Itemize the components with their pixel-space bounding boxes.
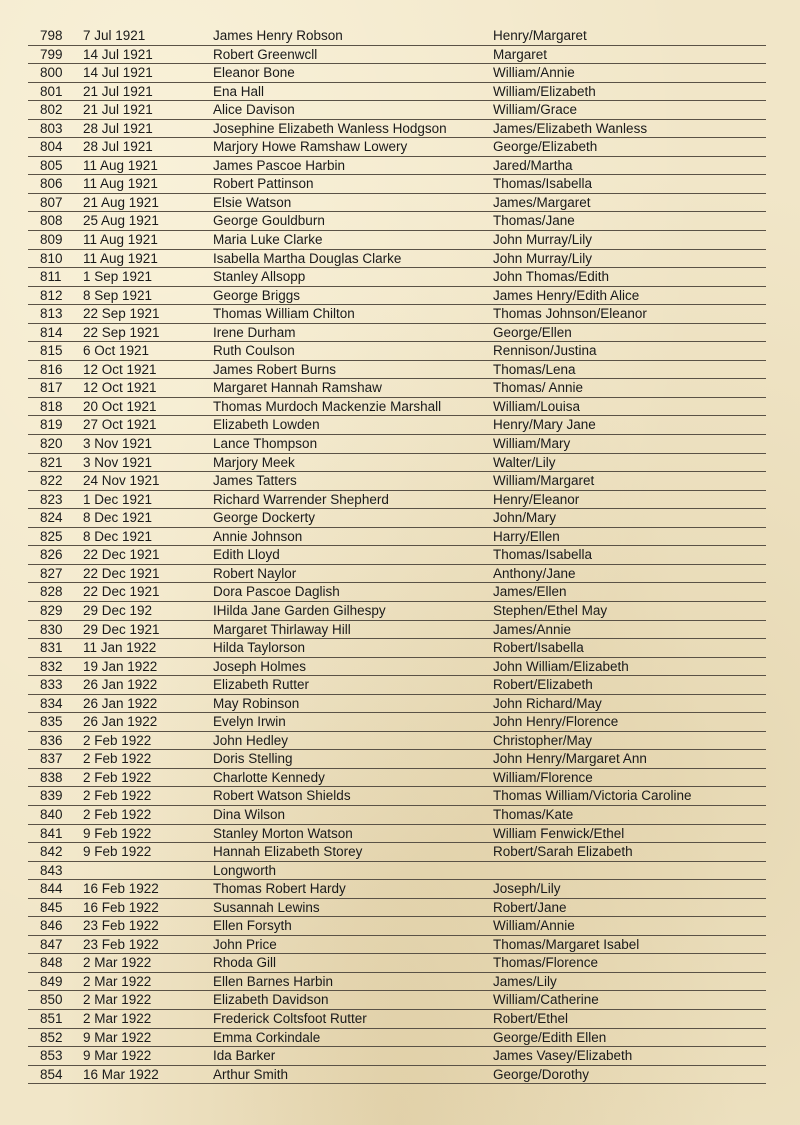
table-row [28,713,766,732]
table-row [28,583,766,602]
entry-date: 8 Dec 1921 [83,528,153,544]
entry-name: James Pascoe Harbin [213,157,346,173]
entry-name: Susannah Lewins [213,899,320,915]
entry-number: 854 [40,1066,63,1082]
entry-date: 22 Sep 1921 [83,306,160,322]
entry-number: 842 [40,844,63,860]
entry-name: Ellen Barnes Harbin [213,973,334,989]
entry-number: 823 [40,491,63,507]
entry-date: 9 Mar 1922 [83,1029,152,1045]
table-row [28,806,766,825]
table-row [28,1010,766,1029]
entry-number: 838 [40,769,63,785]
entry-parents: Robert/Ethel [493,1010,569,1026]
entry-number: 811 [40,269,62,285]
entry-name: Margaret Hannah Ramshaw [213,380,382,396]
entry-parents: James/Margaret [493,194,591,210]
table-row [28,46,766,65]
table-row [28,787,766,806]
table-row [28,268,766,287]
table-row [28,565,766,584]
entry-name: Robert Pattinson [213,176,314,192]
entry-name: Annie Johnson [213,528,303,544]
entry-parents: John William/Elizabeth [493,658,629,674]
entry-number: 807 [40,194,63,210]
table-row [28,175,766,194]
entry-number: 824 [40,510,63,526]
entry-date: 3 Nov 1921 [83,454,153,470]
table-row [28,936,766,955]
entry-parents: John/Mary [493,510,557,526]
entry-date: 12 Oct 1921 [83,361,157,377]
entry-parents: Harry/Ellen [493,528,560,544]
entry-name: Charlotte Kennedy [213,769,325,785]
entry-date: 24 Nov 1921 [83,473,160,489]
entry-name: Longworth [213,862,277,878]
entry-number: 844 [40,881,63,897]
entry-name: Hannah Elizabeth Storey [213,844,363,860]
table-row [28,862,766,881]
entry-number: 818 [40,398,63,414]
table-row [28,1047,766,1066]
entry-name: Frederick Coltsfoot Rutter [213,1010,367,1026]
entry-parents: James Henry/Edith Alice [493,287,640,303]
entry-name: IHilda Jane Garden Gilhespy [213,602,386,618]
entry-number: 820 [40,436,63,452]
entry-parents: John Richard/May [493,695,602,711]
table-row [28,973,766,992]
entry-number: 819 [40,417,63,433]
entry-name: Margaret Thirlaway Hill [213,621,351,637]
entry-name: Thomas Murdoch Mackenzie Marshall [213,398,442,414]
entry-date: 26 Jan 1922 [83,714,158,730]
entry-parents: William/Grace [493,102,578,118]
entry-number: 827 [40,565,63,581]
entry-name: Dina Wilson [213,806,286,822]
entry-name: Robert Greenwcll [213,46,318,62]
table-row [28,64,766,83]
entry-parents: Jared/Martha [493,157,573,173]
entry-name: Alice Davison [213,102,295,118]
entry-date: 14 Jul 1921 [83,65,153,81]
table-row [28,287,766,306]
table-row [28,825,766,844]
entry-name: James Henry Robson [213,28,343,43]
entry-number: 853 [40,1048,63,1064]
entry-date: 11 Aug 1921 [83,176,158,192]
entry-name: Ruth Coulson [213,343,295,359]
entry-number: 829 [40,602,63,618]
entry-date: 22 Dec 1921 [83,584,160,600]
entry-parents: William/Margaret [493,473,595,489]
entry-name: Robert Naylor [213,565,297,581]
entry-number: 806 [40,176,63,192]
entry-parents: Joseph/Lily [493,881,561,897]
entry-parents: William/Louisa [493,398,581,414]
entry-parents: William/Elizabeth [493,83,596,99]
table-row [28,1066,766,1085]
entry-number: 800 [40,65,63,81]
table-row [28,991,766,1010]
entry-parents: John Thomas/Edith [493,269,610,285]
table-row [28,231,766,250]
entry-number: 833 [40,677,63,693]
entry-date: 2 Mar 1922 [83,992,152,1008]
entry-date: 2 Mar 1922 [83,973,152,989]
entry-date: 16 Feb 1922 [83,899,159,915]
entry-parents: Margaret [493,46,548,62]
entry-parents: George/Edith Ellen [493,1029,607,1045]
entry-parents: George/Ellen [493,324,572,340]
table-row [28,194,766,213]
entry-number: 812 [40,287,63,303]
entry-parents: William Fenwick/Ethel [493,825,625,841]
entry-number: 846 [40,918,63,934]
entry-date: 27 Oct 1921 [83,417,157,433]
entry-date: 14 Jul 1921 [83,46,153,62]
entry-number: 798 [40,28,63,43]
entry-parents: Rennison/Justina [493,343,597,359]
entry-parents: James/Annie [493,621,572,637]
entry-number: 840 [40,806,63,822]
entry-date: 9 Mar 1922 [83,1048,152,1064]
table-row [28,324,766,343]
entry-name: Ellen Forsyth [213,918,292,934]
entry-number: 815 [40,343,63,359]
entry-parents: Thomas/Jane [493,213,575,229]
table-row [28,750,766,769]
entry-name: Emma Corkindale [213,1029,321,1045]
entry-number: 826 [40,547,63,563]
entry-parents: Thomas/Margaret Isabel [493,936,640,952]
entry-number: 828 [40,584,63,600]
entry-parents: William/Annie [493,65,575,81]
entry-name: Stanley Morton Watson [213,825,353,841]
entry-date: 12 Oct 1921 [83,380,157,396]
entry-name: Rhoda Gill [213,955,277,971]
entry-date: 22 Dec 1921 [83,547,160,563]
entry-date: 22 Sep 1921 [83,324,160,340]
table-row [28,212,766,231]
entry-parents: James/Ellen [493,584,567,600]
entry-number: 835 [40,714,63,730]
entry-number: 825 [40,528,63,544]
entry-number: 839 [40,788,63,804]
table-row [28,546,766,565]
entry-number: 802 [40,102,63,118]
table-row [28,676,766,695]
entry-date: 11 Jan 1922 [83,640,157,656]
entry-parents: Thomas/Isabella [493,547,593,563]
table-row [28,435,766,454]
entry-name: Robert Watson Shields [213,788,351,804]
entry-date: 11 Aug 1921 [83,157,158,173]
table-row [28,880,766,899]
entry-parents: James Vasey/Elizabeth [493,1048,633,1064]
entry-number: 804 [40,139,63,155]
table-row [28,602,766,621]
table-row [28,361,766,380]
entry-date: 2 Feb 1922 [83,732,152,748]
entry-date: 2 Mar 1922 [83,955,152,971]
entry-date: 23 Feb 1922 [83,918,159,934]
entry-name: James Tatters [213,473,297,489]
entry-name: Elizabeth Lowden [213,417,320,433]
entry-name: Maria Luke Clarke [213,232,323,248]
entry-parents: George/Elizabeth [493,139,598,155]
table-row [28,83,766,102]
entry-name: Irene Durham [213,324,296,340]
entry-name: George Dockerty [213,510,316,526]
entry-parents: James/Lily [493,973,557,989]
table-row [28,528,766,547]
entry-name: Elsie Watson [213,194,292,210]
table-row [28,305,766,324]
entry-date: 16 Feb 1922 [83,881,159,897]
entry-date: 28 Jul 1921 [83,120,153,136]
entry-parents: William/Annie [493,918,575,934]
table-row [28,769,766,788]
entry-number: 813 [40,306,63,322]
table-row [28,27,766,46]
table-row [28,138,766,157]
table-row [28,843,766,862]
entry-parents: Christopher/May [493,732,593,748]
entry-date: 29 Dec 1921 [83,621,160,637]
entry-date: 29 Dec 192 [83,602,153,618]
entry-number: 832 [40,658,63,674]
table-row [28,509,766,528]
entry-number: 805 [40,157,63,173]
entry-number: 814 [40,324,63,340]
entry-number: 808 [40,213,63,229]
entry-name: Edith Lloyd [213,547,280,563]
entry-date: 26 Jan 1922 [83,677,158,693]
table-row [28,732,766,751]
entry-number: 848 [40,955,63,971]
entry-date: 19 Jan 1922 [83,658,158,674]
entry-name: George Briggs [213,287,301,303]
entry-date: 9 Feb 1922 [83,825,152,841]
entry-date: 2 Feb 1922 [83,751,152,767]
entry-date: 23 Feb 1922 [83,936,159,952]
entry-number: 822 [40,473,63,489]
entry-name: Josephine Elizabeth Wanless Hodgson [213,120,447,136]
entry-parents: Thomas William/Victoria Caroline [493,788,692,804]
entry-number: 809 [40,232,63,248]
table-row [28,639,766,658]
table-row [28,398,766,417]
table-row [28,120,766,139]
entry-parents: Thomas/Lena [493,361,576,377]
entry-parents: William/Catherine [493,992,599,1008]
entry-number: 836 [40,732,63,748]
entry-parents: Stephen/Ethel May [493,602,608,618]
entry-date: 21 Jul 1921 [83,102,153,118]
entry-date: 2 Feb 1922 [83,806,152,822]
entry-name: Doris Stelling [213,751,293,767]
entry-parents: Henry/Margaret [493,28,587,43]
entry-parents: Thomas/Isabella [493,176,593,192]
table-row [28,621,766,640]
entry-name: Lance Thompson [213,436,318,452]
entry-number: 841 [40,825,63,841]
entry-name: Elizabeth Davidson [213,992,329,1008]
entry-date: 7 Jul 1921 [83,28,146,43]
entry-date: 1 Sep 1921 [83,269,153,285]
table-row [28,101,766,120]
entry-number: 834 [40,695,63,711]
table-row [28,954,766,973]
entry-name: James Robert Burns [213,361,337,377]
entry-number: 847 [40,936,63,952]
entry-name: Arthur Smith [213,1066,289,1082]
entry-parents: Anthony/Jane [493,565,576,581]
entry-date: 2 Feb 1922 [83,788,152,804]
entry-number: 852 [40,1029,63,1045]
entry-number: 821 [40,454,63,470]
entry-date: 11 Aug 1921 [83,250,158,266]
entry-number: 851 [40,1010,63,1026]
entry-date: 20 Oct 1921 [83,398,157,414]
entry-name: Thomas William Chilton [213,306,355,322]
entry-parents: John Murray/Lily [493,250,593,266]
table-row [28,416,766,435]
entry-date: 9 Feb 1922 [83,844,152,860]
entry-date: 1 Dec 1921 [83,491,153,507]
entry-name: George Gouldburn [213,213,325,229]
entry-parents: James/Elizabeth Wanless [493,120,648,136]
entry-number: 845 [40,899,63,915]
table-row [28,491,766,510]
entry-number: 850 [40,992,63,1008]
entry-number: 831 [40,640,63,656]
table-row [28,250,766,269]
entry-name: John Hedley [213,732,289,748]
entry-date: 11 Aug 1921 [83,232,158,248]
entry-date: 21 Aug 1921 [83,194,159,210]
table-row [28,157,766,176]
entry-name: Stanley Allsopp [213,269,306,285]
entry-name: Evelyn Irwin [213,714,286,730]
entry-name: Elizabeth Rutter [213,677,310,693]
entry-name: Joseph Holmes [213,658,307,674]
entry-name: John Price [213,936,277,952]
entry-parents: Robert/Sarah Elizabeth [493,844,633,860]
entry-parents: George/Dorothy [493,1066,590,1082]
entry-date: 3 Nov 1921 [83,436,153,452]
entry-name: Thomas Robert Hardy [213,881,346,897]
table-row [28,695,766,714]
entry-parents: Robert/Elizabeth [493,677,593,693]
entry-name: Ena Hall [213,83,265,99]
entry-date: 8 Sep 1921 [83,287,153,303]
entry-date: 6 Oct 1921 [83,343,150,359]
entry-name: Marjory Howe Ramshaw Lowery [213,139,408,155]
entry-parents: William/Mary [493,436,571,452]
register-table [28,27,766,1084]
entry-number: 837 [40,751,63,767]
entry-parents: William/Florence [493,769,593,785]
entry-date: 25 Aug 1921 [83,213,159,229]
entry-parents: Thomas/Kate [493,806,574,822]
entry-date: 28 Jul 1921 [83,139,153,155]
entry-number: 803 [40,120,63,136]
table-row [28,472,766,491]
entry-number: 801 [40,83,63,99]
entry-number: 816 [40,361,63,377]
entry-name: Hilda Taylorson [213,640,306,656]
table-row [28,454,766,473]
table-row [28,1029,766,1048]
table-row [28,899,766,918]
table-row [28,342,766,361]
entry-parents: Robert/Jane [493,899,567,915]
entry-parents: Henry/Mary Jane [493,417,596,433]
entry-name: Ida Barker [213,1048,276,1064]
entry-name: Isabella Martha Douglas Clarke [213,250,402,266]
entry-parents: John Henry/Florence [493,714,619,730]
entry-parents: Thomas/ Annie [493,380,584,396]
entry-number: 843 [40,862,63,878]
entry-name: Eleanor Bone [213,65,295,81]
entry-name: Dora Pascoe Daglish [213,584,340,600]
table-row [28,379,766,398]
entry-date: 8 Dec 1921 [83,510,153,526]
entry-date: 22 Dec 1921 [83,565,160,581]
entry-parents: John Henry/Margaret Ann [493,751,647,767]
entry-number: 799 [40,46,63,62]
entry-name: May Robinson [213,695,300,711]
entry-parents: Thomas/Florence [493,955,599,971]
entry-number: 817 [40,380,63,396]
entry-parents: Henry/Eleanor [493,491,580,507]
entry-number: 830 [40,621,63,637]
entry-parents: Thomas Johnson/Eleanor [493,306,647,322]
entry-parents: Walter/Lily [493,454,556,470]
entry-date: 16 Mar 1922 [83,1066,159,1082]
entry-number: 849 [40,973,63,989]
entry-date: 26 Jan 1922 [83,695,158,711]
entry-date: 2 Mar 1922 [83,1010,152,1026]
table-row [28,658,766,677]
entry-name: Marjory Meek [213,454,295,470]
entry-name: Richard Warrender Shepherd [213,491,389,507]
entry-date: 21 Jul 1921 [83,83,153,99]
entry-date: 2 Feb 1922 [83,769,152,785]
table-row [28,917,766,936]
entry-parents: Robert/Isabella [493,640,584,656]
entry-parents: John Murray/Lily [493,232,593,248]
entry-number: 810 [40,250,63,266]
